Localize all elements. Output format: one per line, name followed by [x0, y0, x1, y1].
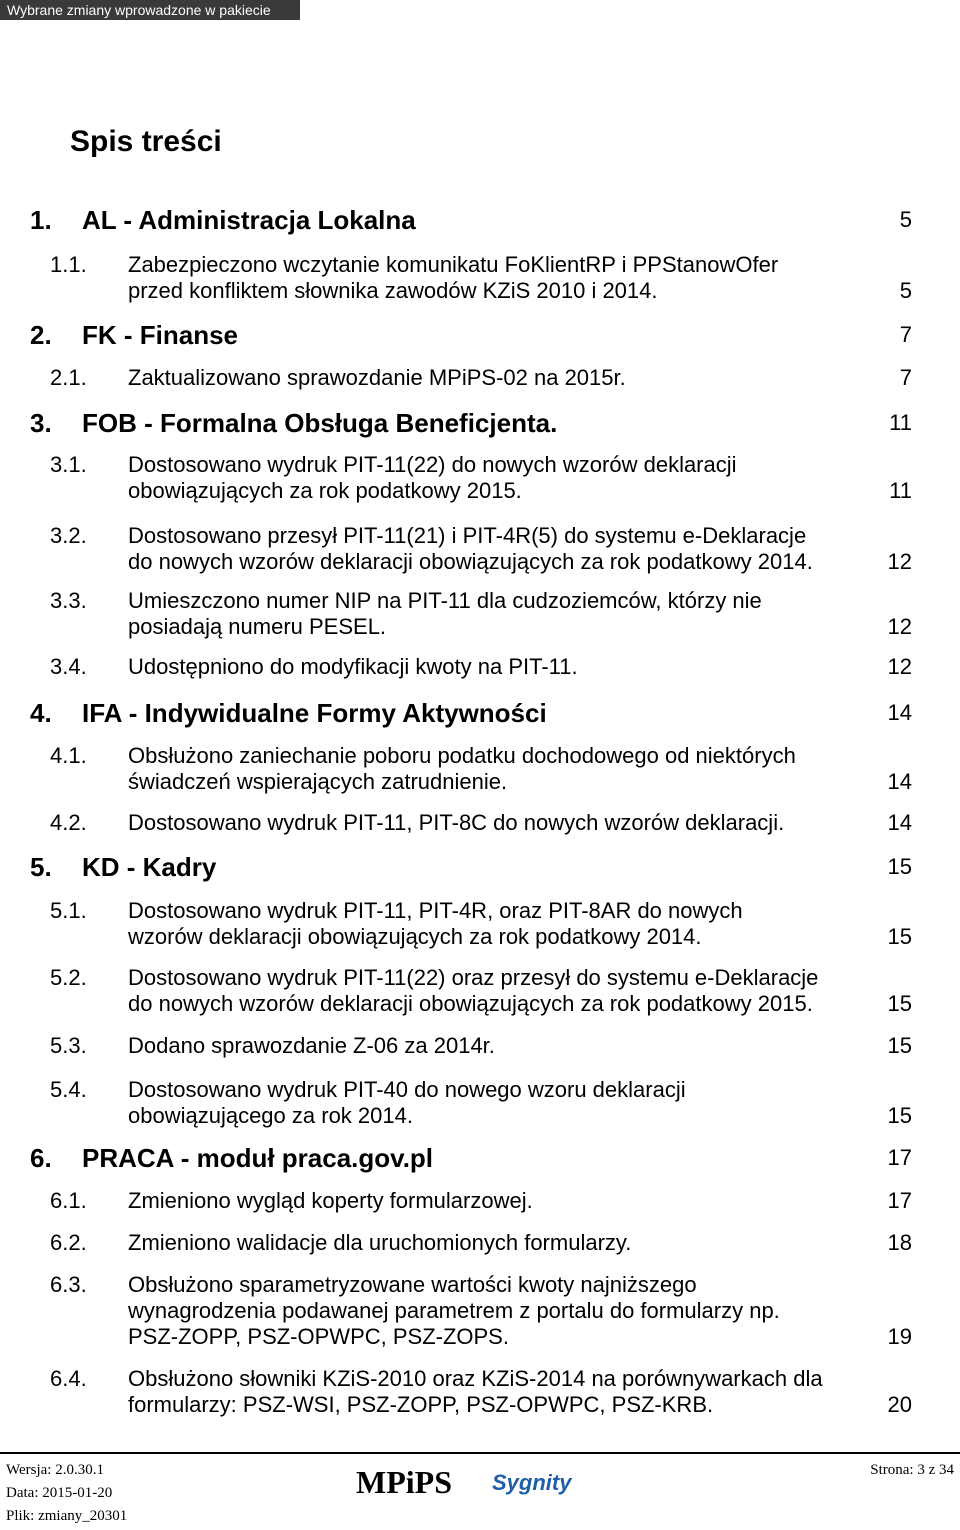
toc-page-number: 17	[887, 1145, 912, 1170]
toc-page-number: 18	[887, 1230, 912, 1255]
toc-title-line: do nowych wzorów deklaracji obowiązujących za rok podatkowy 2014.	[128, 549, 813, 574]
toc-page-number: 12	[887, 614, 912, 639]
toc-title-line: formularzy: PSZ-WSI, PSZ-ZOPP, PSZ-OPWPC, PSZ-KRB.	[128, 1392, 714, 1417]
toc-title-line: Udostępniono do modyfikacji kwoty na PIT-11.	[128, 654, 578, 679]
toc-title-line: Dostosowano przesył PIT-11(21) i PIT-4R(5) do systemu e-Deklaracje	[128, 523, 807, 548]
toc-number: 6.2.	[50, 1230, 87, 1255]
toc-number: 6.	[30, 1143, 52, 1173]
toc-page-number: 5	[899, 207, 912, 232]
toc-page-number: 15	[887, 854, 912, 879]
toc-title-line: Dostosowano wydruk PIT-40 do nowego wzoru deklaracji	[128, 1077, 686, 1102]
toc-number: 3.	[30, 408, 52, 438]
toc-title-line: przed konfliktem słownika zawodów KZiS 2010 i 2014.	[128, 278, 658, 303]
toc-title-line: Dodano sprawozdanie Z-06 za 2014r.	[128, 1033, 495, 1058]
toc-title-line: FK - Finanse	[82, 320, 239, 350]
toc-title-line: posiadają numeru PESEL.	[128, 614, 387, 639]
toc-number: 6.1.	[50, 1188, 87, 1213]
toc-number: 2.1.	[50, 365, 87, 390]
footer-file: Plik: zmiany_20301	[6, 1508, 128, 1524]
toc-number: 3.2.	[50, 523, 87, 548]
toc-page-number: 7	[899, 322, 912, 347]
toc-title-line: Dostosowano wydruk PIT-11, PIT-4R, oraz PIT-8AR do nowych	[128, 898, 743, 923]
toc-title-line: świadczeń wspierających zatrudnienie.	[128, 769, 508, 794]
toc-number: 4.2.	[50, 810, 87, 835]
toc-title-line: wynagrodzenia podawanej parametrem z portalu do formularzy np.	[128, 1298, 780, 1323]
toc-page-number: 12	[887, 549, 912, 574]
toc-title-line: FOB - Formalna Obsługa Beneficjenta.	[82, 408, 558, 438]
toc-title-line: PRACA - moduł praca.gov.pl	[82, 1143, 434, 1173]
toc-number: 4.	[30, 698, 52, 728]
footer-divider	[0, 1452, 960, 1454]
toc-number: 3.4.	[50, 654, 87, 679]
toc-title-line: obowiązujących za rok podatkowy 2015.	[128, 478, 522, 503]
toc-page-number: 7	[899, 365, 912, 390]
toc-title-line: do nowych wzorów deklaracji obowiązujących za rok podatkowy 2015.	[128, 991, 813, 1016]
toc-title-line: Zmieniono walidacje dla uruchomionych formularzy.	[128, 1230, 632, 1255]
toc-page-number: 15	[887, 924, 912, 949]
footer-page-info: Strona: 3 z 34	[870, 1462, 954, 1478]
toc-title-line: Dostosowano wydruk PIT-11, PIT-8C do nowych wzorów deklaracji.	[128, 810, 785, 835]
toc-number: 5.1.	[50, 898, 87, 923]
toc-title-line: Obsłużono sparametryzowane wartości kwoty najniższego	[128, 1272, 697, 1297]
toc-page-number: 15	[887, 991, 912, 1016]
toc-number: 5.2.	[50, 965, 87, 990]
toc-page-number: 15	[887, 1033, 912, 1058]
toc-page-number: 11	[889, 478, 912, 503]
toc-number: 3.1.	[50, 452, 87, 477]
toc-number: 1.1.	[50, 252, 87, 277]
footer-version: Wersja: 2.0.30.1	[6, 1462, 104, 1478]
toc-number: 5.	[30, 852, 52, 882]
toc-page-number: 11	[889, 410, 912, 435]
toc-number: 1.	[30, 205, 52, 235]
toc-page-number: 17	[887, 1188, 912, 1213]
toc-page-number: 14	[887, 700, 912, 725]
sygnity-logo-text: Sygnity	[492, 1470, 572, 1495]
toc-number: 3.3.	[50, 588, 87, 613]
toc-number: 5.3.	[50, 1033, 87, 1058]
header-title: Wybrane zmiany wprowadzone w pakiecie	[7, 2, 271, 18]
toc-title-line: wzorów deklaracji obowiązujących za rok podatkowy 2014.	[128, 924, 702, 949]
toc-title-line: IFA - Indywidualne Formy Aktywności	[82, 698, 547, 728]
toc-title-line: AL - Administracja Lokalna	[82, 205, 416, 235]
toc-page-number: 14	[887, 769, 912, 794]
toc-page-number: 15	[887, 1103, 912, 1128]
toc-number: 5.4.	[50, 1077, 87, 1102]
toc-title-line: KD - Kadry	[82, 852, 217, 882]
footer-date: Data: 2015-01-20	[6, 1485, 113, 1501]
toc-page-number: 20	[887, 1392, 912, 1417]
toc-number: 6.3.	[50, 1272, 87, 1297]
toc-title-line: Obsłużono słowniki KZiS-2010 oraz KZiS-2014 na porównywarkach dla	[128, 1366, 823, 1391]
footer-meta	[6, 1459, 127, 1528]
toc-page-number: 14	[887, 810, 912, 835]
toc-number: 6.4.	[50, 1366, 87, 1391]
toc-title-line: Dostosowano wydruk PIT-11(22) oraz przesył do systemu e-Deklaracje	[128, 965, 819, 990]
toc-number: 2.	[30, 320, 52, 350]
toc-number: 4.1.	[50, 743, 87, 768]
toc-title-line: Obsłużono zaniechanie poboru podatku dochodowego od niektórych	[128, 743, 796, 768]
toc-title-line: PSZ-ZOPP, PSZ-OPWPC, PSZ-ZOPS.	[128, 1324, 509, 1349]
toc-page-number: 5	[899, 278, 912, 303]
toc-title-line: Zaktualizowano sprawozdanie MPiPS-02 na 2015r.	[128, 365, 626, 390]
sygnity-logo	[492, 1468, 571, 1498]
toc-title-line: Zabezpieczono wczytanie komunikatu FoKlientRP i PPStanowOfer	[128, 252, 779, 277]
toc-title: Spis treści	[70, 125, 222, 158]
toc-page-number: 19	[887, 1324, 912, 1349]
mpips-logo: MPiPS	[356, 1464, 452, 1500]
toc-title-line: obowiązującego za rok 2014.	[128, 1103, 413, 1128]
toc-title-line: Zmieniono wygląd koperty formularzowej.	[128, 1188, 533, 1213]
toc-page-number: 12	[887, 654, 912, 679]
toc-title-line: Umieszczono numer NIP na PIT-11 dla cudzoziemców, którzy nie	[128, 588, 762, 613]
toc-title-line: Dostosowano wydruk PIT-11(22) do nowych wzorów deklaracji	[128, 452, 737, 477]
